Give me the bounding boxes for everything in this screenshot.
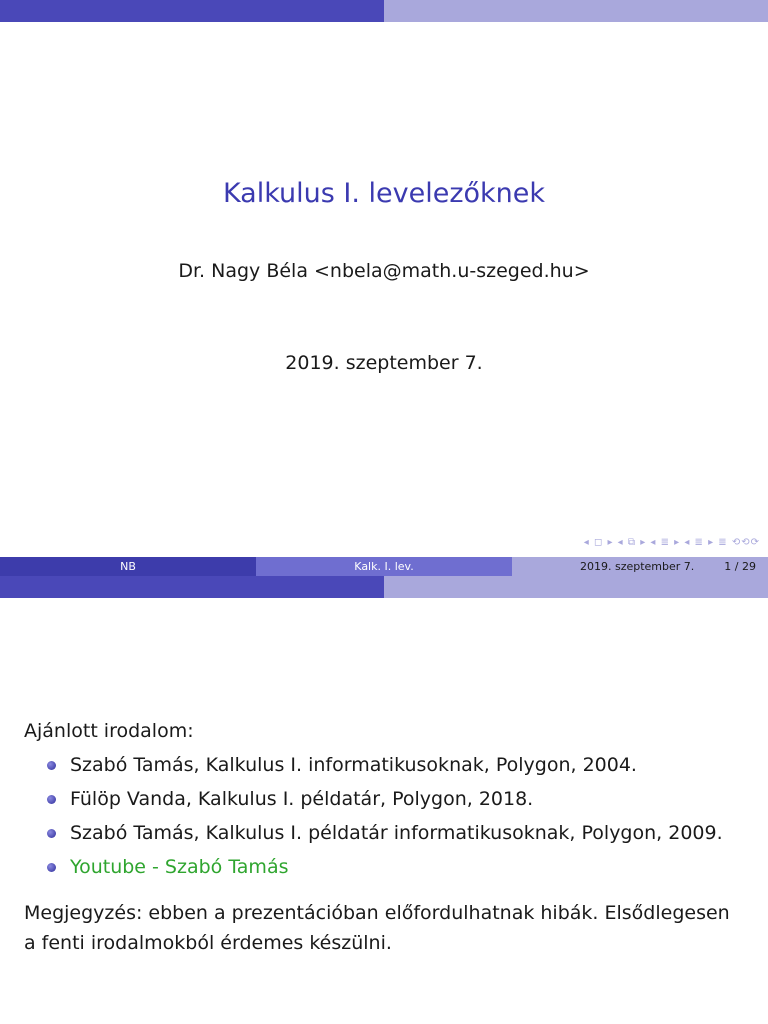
footer-page-number: 1 / 29 [724,560,756,573]
list-item [24,782,744,816]
note-paragraph [24,898,744,958]
footer-title: Kalk. I. lev. [256,557,512,576]
beamer-navigation-icons[interactable]: ◂ ◻ ▸ ◂ ⧉ ▸ ◂ ≣ ▸ ◂ ≣ ▸ ≣ ⟲⟲⟳ [583,537,760,548]
footer-date-page [512,557,768,576]
literature-list [24,748,744,884]
footer-author: NB [0,557,256,576]
list-item-text: Szabó Tamás, Kalkulus I. informatikusoknak, Polygon, 2004. [70,754,637,776]
list-item [24,850,744,884]
presentation-title: Kalkulus I. levelezőknek [222,178,546,209]
bullet-icon [47,863,56,872]
list-item [24,816,744,850]
youtube-link[interactable]: Youtube - Szabó Tamás [70,856,289,878]
presentation-date: 2019. szeptember 7. [285,352,483,374]
note-line-2: a fenti irodalmokból érdemes készülni. [24,932,392,954]
list-item [24,748,744,782]
list-item-text: Fülöp Vanda, Kalkulus I. példatár, Polygon, 2018. [70,788,534,810]
bullet-icon [47,795,56,804]
header-bar-right [384,0,768,22]
slide-content [24,714,744,958]
bullet-icon [47,761,56,770]
separator-bar-right [384,576,768,598]
list-item-text: Szabó Tamás, Kalkulus I. példatár informatikusoknak, Polygon, 2009. [70,822,723,844]
content-slide [0,598,768,1024]
separator-bar-left [0,576,384,598]
slide-footer [0,557,768,576]
footer-date: 2019. szeptember 7. [579,560,695,573]
top-header-bar [0,0,768,22]
note-line-1: Megjegyzés: ebben a prezentációban előfordulhatnak hibák. Elsődlegesen [24,902,730,924]
header-bar-left [0,0,384,22]
presentation-author: Dr. Nagy Béla <nbela@math.u-szeged.hu> [178,260,590,282]
literature-heading: Ajánlott irodalom: [24,720,194,742]
bullet-icon [47,829,56,838]
slide-separator-bar [0,576,768,598]
